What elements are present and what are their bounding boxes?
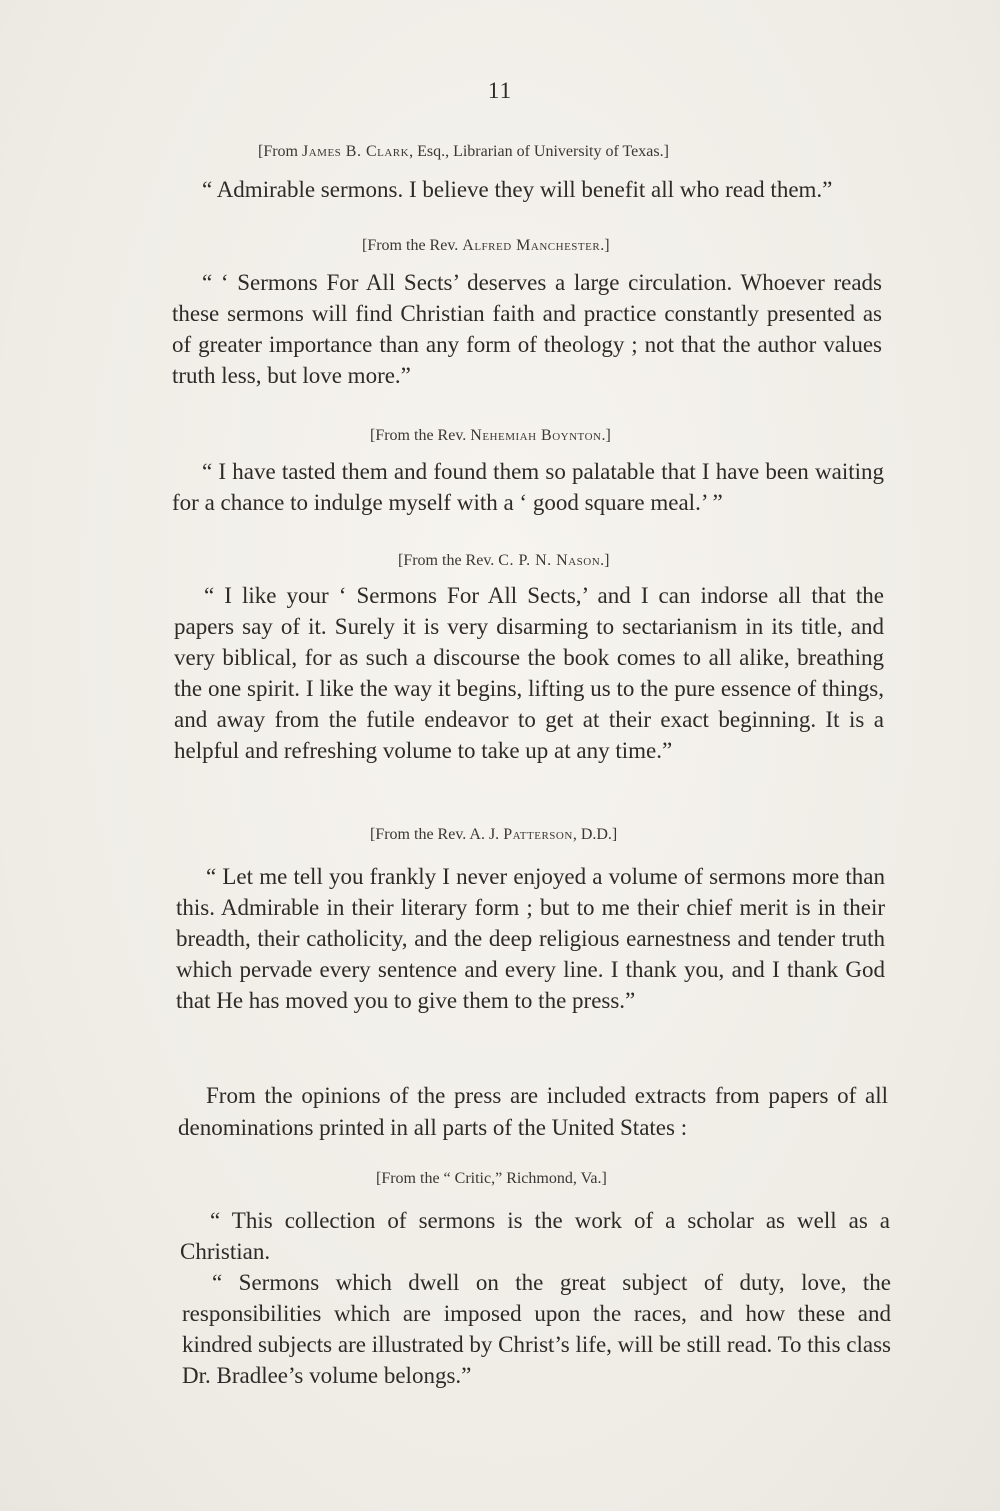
quote-manchester: “ ‘ Sermons For All Sects’ deserves a large circulation. Whoever reads these sermons will find Christian faith and practice constantly presented as of greater importance than any form of theology ; not that the author values truth less, but love more.” bbox=[172, 270, 882, 388]
quote-patterson: “ Let me tell you frankly I never enjoyed a volume of sermons more than this. Admirable in their literary form ; but to me their chief merit is in their breadth, their catholicity, and the deep religious earnestness and tender truth which pervade every sentence and every line. I thank you, and I thank God that He has moved you to give them to the press.” bbox=[176, 864, 885, 1013]
author-name: Patterson bbox=[503, 826, 573, 843]
author-name: Nehemiah Boynton bbox=[470, 427, 602, 444]
attribution-patterson: [From the Rev. A. J. Patterson, D.D.] bbox=[370, 826, 618, 843]
author-name: C. P. N. Nason bbox=[498, 552, 601, 569]
quote-nason: “ I like your ‘ Sermons For All Sects,’ and I can indorse all that the papers say of it. Surely it is very disarming to sectarianism in its title, and very biblical, for as such a discourse the book comes to all alike, breathing the one spirit. I like the way it begins, lifting us to the pure essence of things, and away from the futile endeavor to get at their exact beginning. It is a helpful and refreshing volume to take up at any time.” bbox=[174, 583, 884, 763]
attribution-clark: [From James B. Clark, Esq., Librarian of University of Texas.] bbox=[258, 143, 669, 160]
attribution-boynton: [From the Rev. Nehemiah Boynton.] bbox=[370, 427, 611, 444]
quote-boynton: “ I have tasted them and found them so palatable that I have been waiting for a chance to indulge myself with a ‘ good square meal.’ ” bbox=[172, 459, 884, 515]
author-name: James B. Clark bbox=[302, 143, 410, 160]
press-intro: From the opinions of the press are included extracts from papers of all denominations printed in all parts of the United States : bbox=[178, 1083, 888, 1140]
attribution-nason: [From the Rev. C. P. N. Nason.] bbox=[398, 552, 610, 569]
quote-critic-1: “ This collection of sermons is the work of a scholar as well as a Christian. bbox=[180, 1208, 890, 1264]
page-number: 11 bbox=[487, 78, 513, 103]
author-name: Alfred Manchester bbox=[462, 237, 601, 254]
attribution-manchester: [From the Rev. Alfred Manchester.] bbox=[362, 237, 610, 254]
quote-clark: “ Admirable sermons. I believe they will benefit all who read them.” bbox=[202, 177, 833, 202]
quote-critic-2: “ Sermons which dwell on the great subject of duty, love, the responsibilities which are imposed upon the races, and how these and kindred subjects are illustrated by Christ’s life, will be still read. To this class Dr. Bradlee’s volume belongs.” bbox=[182, 1270, 891, 1388]
attribution-critic: [From the “ Critic,” Richmond, Va.] bbox=[376, 1170, 607, 1187]
